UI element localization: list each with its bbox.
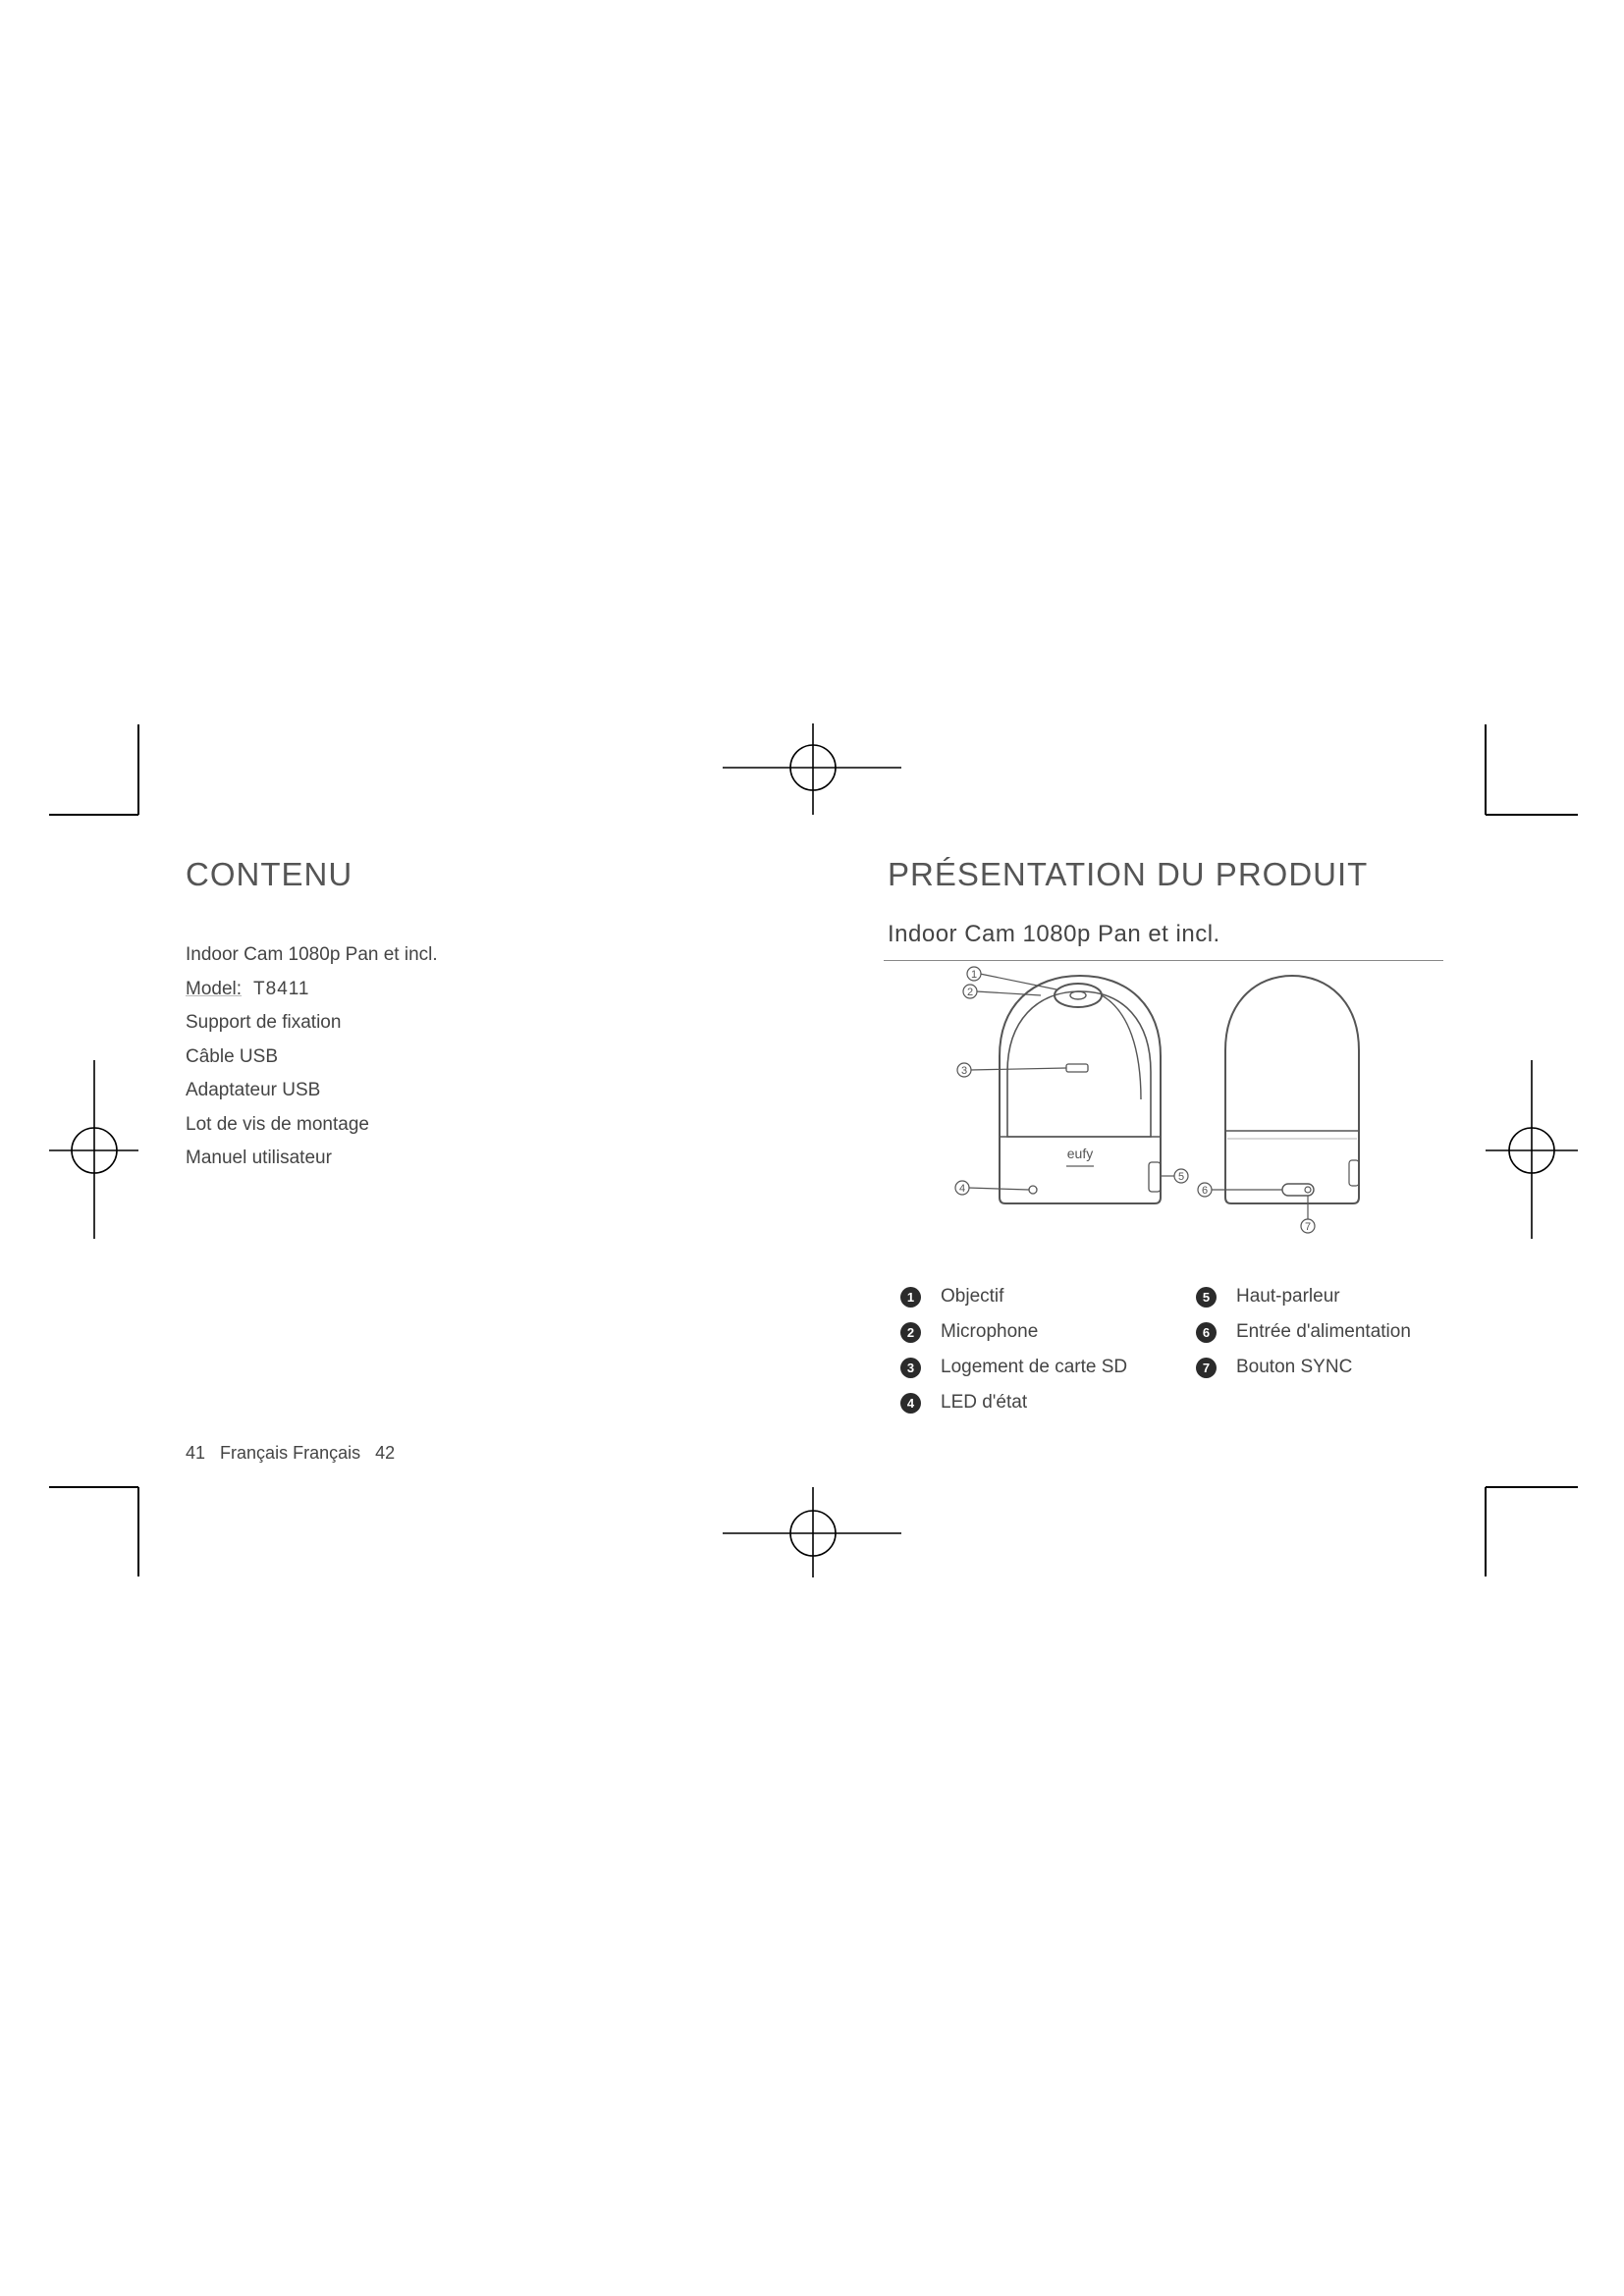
eufy-logo: eufy bbox=[1066, 1146, 1094, 1161]
legend-label: Microphone bbox=[941, 1321, 1039, 1342]
contents-title: CONTENU bbox=[186, 856, 353, 892]
legend-label: Logement de carte SD bbox=[941, 1357, 1128, 1377]
legend-number: 3 bbox=[900, 1358, 921, 1378]
legend-number: 5 bbox=[1196, 1287, 1217, 1308]
legend-left bbox=[900, 1279, 1127, 1420]
callout-5: 5 bbox=[1177, 1171, 1185, 1183]
legend-label: Objectif bbox=[941, 1286, 1004, 1307]
legend-label: Entrée d'alimentation bbox=[1236, 1321, 1411, 1342]
callout-2: 2 bbox=[966, 987, 974, 998]
callout-6: 6 bbox=[1201, 1185, 1209, 1197]
page-number-right: 42 bbox=[375, 1443, 396, 1463]
legend-number: 4 bbox=[900, 1393, 921, 1414]
camera-front-view bbox=[1000, 976, 1161, 1203]
registration-mark-left bbox=[49, 1060, 138, 1239]
legend-label: LED d'état bbox=[941, 1392, 1028, 1413]
overview-title: PRÉSENTATION DU PRODUIT bbox=[888, 856, 1369, 892]
model-label: Model: bbox=[186, 978, 243, 999]
callout-1: 1 bbox=[970, 969, 978, 981]
callout-7: 7 bbox=[1304, 1221, 1312, 1233]
registration-mark-top bbox=[723, 723, 901, 815]
model-line bbox=[186, 973, 438, 1007]
legend-item bbox=[900, 1350, 1127, 1385]
registration-mark-right bbox=[1486, 1060, 1578, 1239]
legend-item bbox=[900, 1279, 1127, 1314]
legend-item bbox=[1196, 1314, 1411, 1350]
legend-item bbox=[900, 1314, 1127, 1350]
legend-number: 2 bbox=[900, 1322, 921, 1343]
callout-4: 4 bbox=[958, 1183, 966, 1195]
model-code: T8411 bbox=[253, 978, 310, 999]
contents-item: Support de fixation bbox=[186, 1012, 342, 1033]
product-subtitle: Indoor Cam 1080p Pan et incl. bbox=[888, 921, 1220, 947]
contents-item: Adaptateur USB bbox=[186, 1080, 321, 1100]
legend-number: 1 bbox=[900, 1287, 921, 1308]
footer-language-left: Français bbox=[220, 1443, 289, 1463]
contents-item: Manuel utilisateur bbox=[186, 1148, 332, 1168]
callout-leaders bbox=[968, 974, 1308, 1219]
callout-3: 3 bbox=[960, 1065, 968, 1077]
camera-back-view bbox=[1225, 976, 1359, 1203]
footer-language-right: Français bbox=[293, 1443, 361, 1463]
page-number-left: 41 bbox=[186, 1443, 206, 1463]
legend-number: 6 bbox=[1196, 1322, 1217, 1343]
legend-right bbox=[1196, 1279, 1411, 1385]
legend-number: 7 bbox=[1196, 1358, 1217, 1378]
subtitle-rule bbox=[884, 960, 1443, 961]
contents-list bbox=[186, 938, 438, 1176]
contents-item: Câble USB bbox=[186, 1045, 278, 1067]
registration-mark-bottom bbox=[723, 1487, 901, 1577]
contents-item: Lot de vis de montage bbox=[186, 1113, 369, 1135]
page-footer bbox=[186, 1443, 395, 1464]
legend-item bbox=[900, 1385, 1127, 1420]
callout-numbers bbox=[955, 967, 1315, 1233]
legend-label: Haut-parleur bbox=[1236, 1286, 1340, 1307]
contents-item: Indoor Cam 1080p Pan et incl. bbox=[186, 944, 438, 965]
product-diagram bbox=[884, 962, 1443, 1256]
legend-label: Bouton SYNC bbox=[1236, 1357, 1353, 1377]
legend-item bbox=[1196, 1279, 1411, 1314]
legend-item bbox=[1196, 1350, 1411, 1385]
